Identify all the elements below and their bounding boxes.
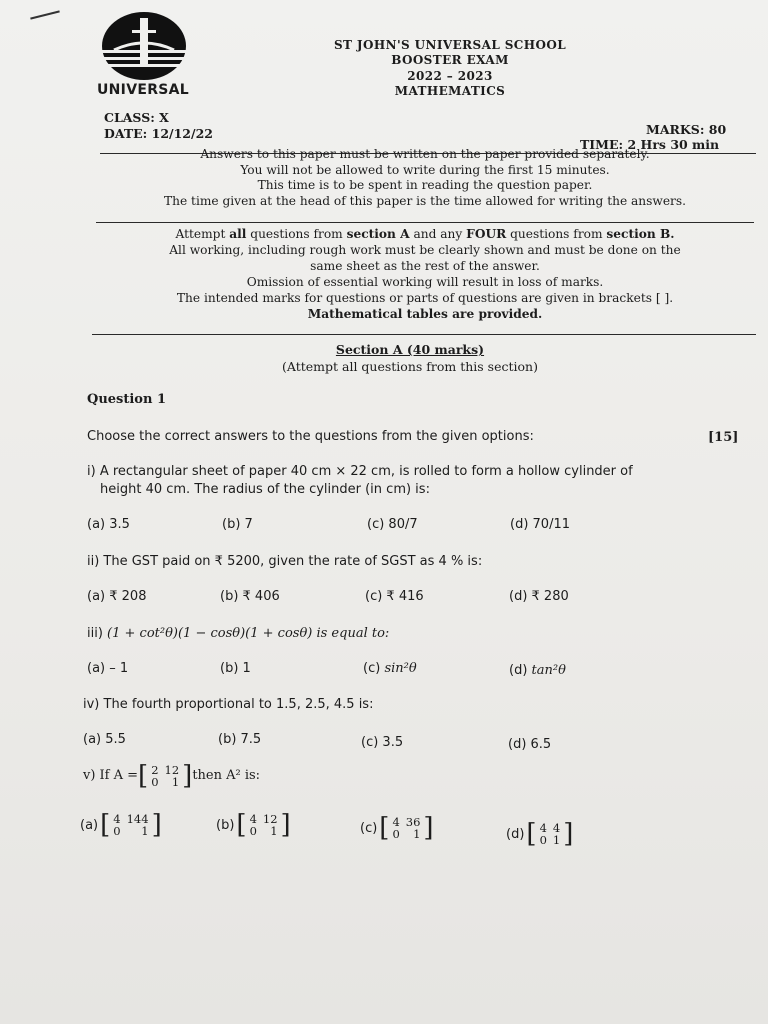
instruction-line: The time given at the head of this paper is the time allowed for writing the answers.	[163, 193, 687, 208]
school-logo-icon	[94, 10, 194, 80]
section-instructions	[100, 226, 750, 322]
instruction-line: This time is to be spent in reading the question paper.	[257, 178, 593, 192]
option-c: (c) sin²θ	[363, 661, 417, 676]
instruction-line: You will not be allowed to write during the first 15 minutes.	[240, 162, 610, 177]
sub-question-1: i) A rectangular sheet of paper 40 cm × 22 cm, is rolled to form a hollow cylinder of height 40 cm. The radius of the cylinder (in cm) is:	[87, 464, 633, 497]
question-marks: [15]	[708, 430, 739, 445]
option-a: (a) ₹ 208	[87, 589, 147, 604]
exam-subject: MATHEMATICS	[394, 84, 506, 98]
option-a: (a) 3.5	[87, 517, 130, 532]
option-c: (c) ₹ 416	[365, 589, 424, 604]
sub-question-4: iv) The fourth proportional to 1.5, 2.5, 4.5 is:	[83, 697, 374, 712]
divider	[96, 222, 754, 223]
general-instructions	[95, 147, 755, 209]
sub-question-2: ii) The GST paid on ₹ 5200, given the rate of SGST as 4 % is:	[87, 554, 483, 569]
option-d: (d) [ 4 4 0 1 ]	[506, 819, 574, 849]
option-b: (b) 7	[222, 517, 253, 532]
option-d: (d) 6.5	[508, 737, 552, 752]
sub-question-5: v) If A = [ 2 12 0 1 ] then A² is:	[83, 761, 261, 791]
instruction-line: Omission of essential working will result in loss of marks.	[246, 275, 604, 289]
instruction-line: Answers to this paper must be written on the paper provided separately.	[200, 147, 650, 161]
question-heading: Question 1	[87, 392, 167, 407]
option-c: (c) 3.5	[361, 735, 404, 750]
option-b: (b) ₹ 406	[220, 589, 280, 604]
exam-year: 2022 – 2023	[407, 69, 493, 83]
instruction-line: same sheet as the rest of the answer.	[310, 259, 540, 273]
section-a-title: Section A (40 marks)	[335, 342, 485, 357]
instruction-line: Attempt all questions from section A and any FOUR questions from section B.	[175, 227, 675, 241]
option-c: (c) [ 4 36 0 1 ]	[360, 813, 434, 843]
time-label: TIME: 2 Hrs 30 min	[580, 137, 720, 152]
school-name: ST JOHN'S UNIVERSAL SCHOOL	[333, 38, 567, 52]
instruction-line: The intended marks for questions or parts of questions are given in brackets [ ].	[176, 291, 674, 305]
option-a: (a) 5.5	[83, 732, 126, 747]
option-a: (a) [ 4 144 0 1 ]	[80, 810, 162, 840]
exam-name: BOOSTER EXAM	[391, 53, 509, 67]
option-d: (d) ₹ 280	[509, 589, 569, 604]
instruction-line: All working, including rough work must be clearly shown and must be done on the	[169, 243, 681, 257]
option-d: (d) 70/11	[510, 517, 570, 532]
section-a-subtitle: (Attempt all questions from this section)	[282, 359, 538, 374]
logo-wordmark: UNIVERSAL	[97, 82, 190, 98]
option-a: (a) – 1	[87, 661, 129, 676]
section-a-header	[240, 341, 580, 375]
matrix-a: [ 2 12 0 1 ]	[138, 761, 193, 791]
pen-mark	[30, 10, 60, 19]
option-b: (b) 1	[220, 661, 251, 676]
instruction-line: Mathematical tables are provided.	[307, 307, 543, 321]
option-b: (b) [ 4 12 0 1 ]	[216, 810, 291, 840]
date-label: DATE: 12/12/22	[104, 126, 213, 141]
option-d: (d) tan²θ	[509, 663, 566, 678]
option-c: (c) 80/7	[367, 517, 418, 532]
class-label: CLASS: X	[104, 110, 169, 125]
option-b: (b) 7.5	[218, 732, 262, 747]
question-prompt: Choose the correct answers to the questions from the given options:	[87, 429, 534, 444]
sub-question-3: iii) (1 + cot²θ)(1 − cosθ)(1 + cosθ) is equal to:	[87, 626, 390, 641]
divider	[92, 334, 756, 335]
marks-label: MARKS: 80	[646, 122, 727, 137]
